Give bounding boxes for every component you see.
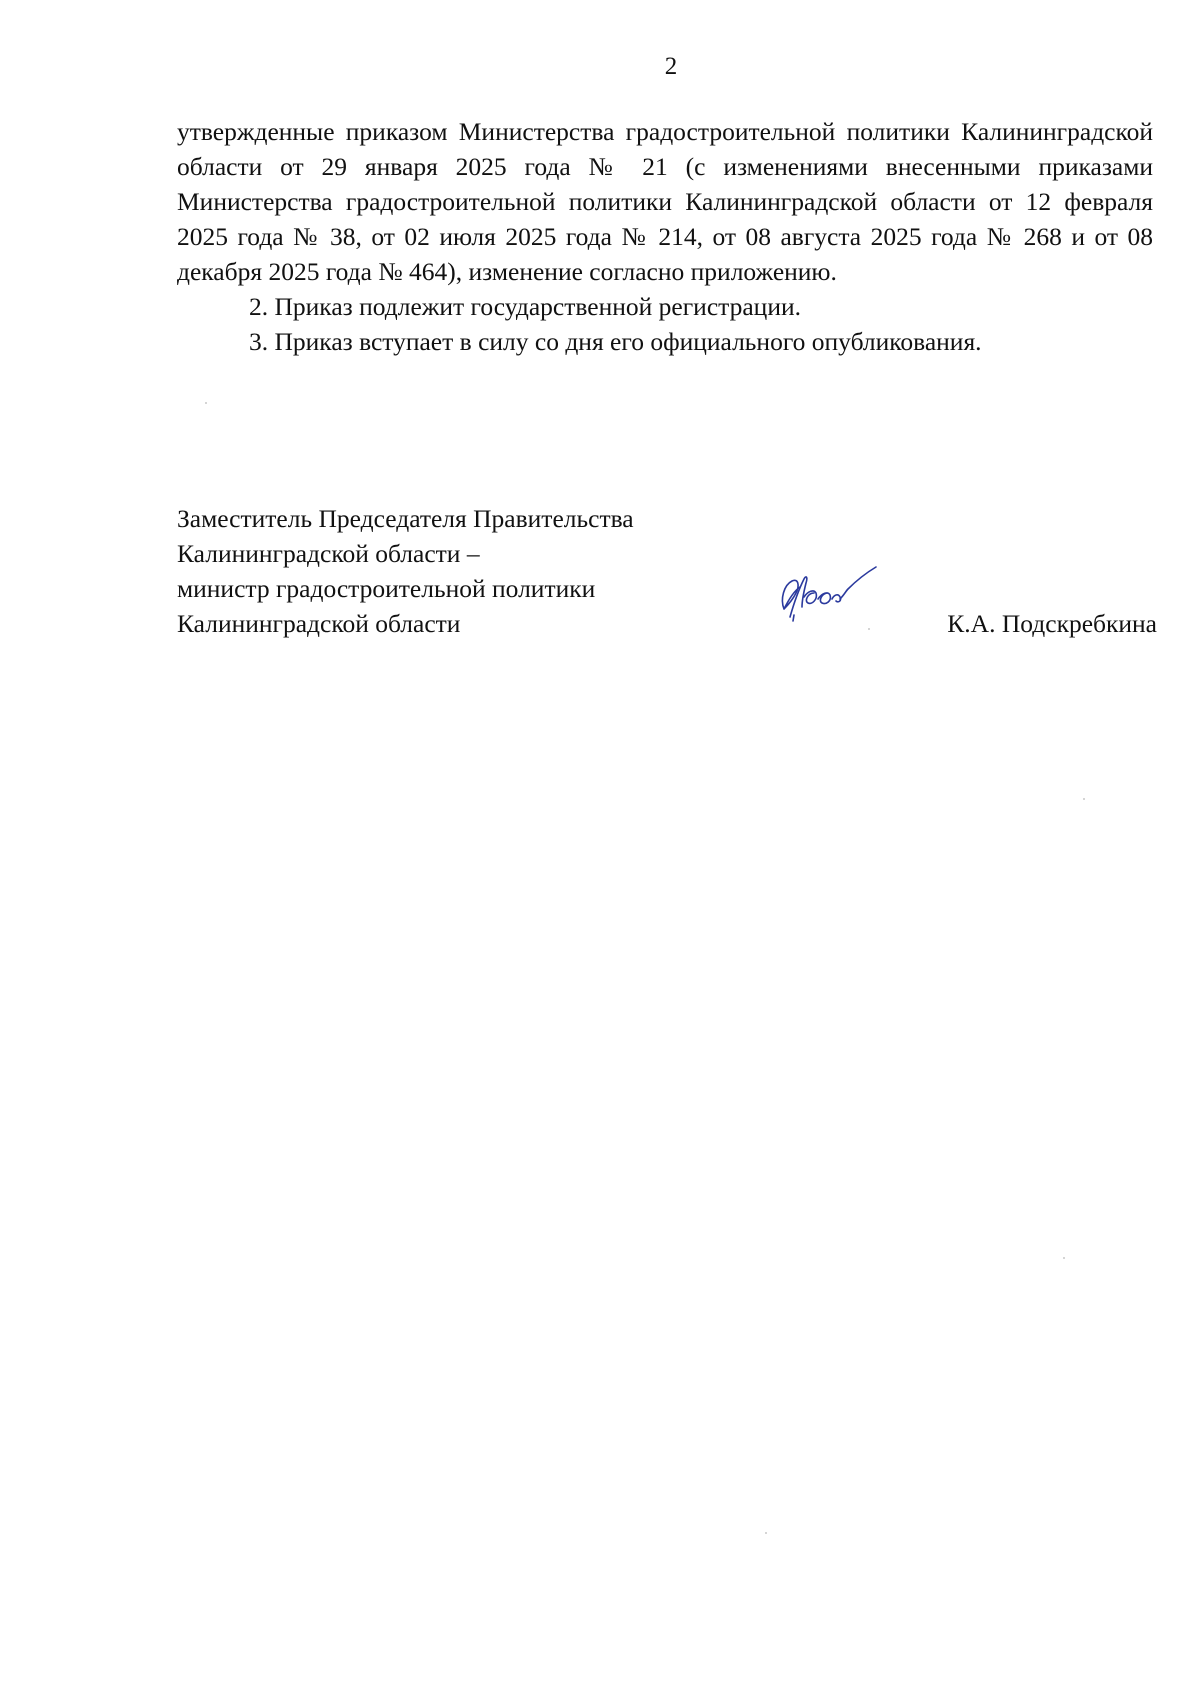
paragraph-item-3: 3. Приказ вступает в силу со дня его официального опубликования. (249, 327, 982, 356)
paragraph-continuation: утвержденные приказом Министерства градостроительной политики Калининградской области от 29 января 2025 года № 21 (с изменениями внесенными приказами Министерства градостроительной политики Калининградской области от 12 февраля 2025 года № 38, от 02 июля 2025 года № 214, от 08 августа 2025 года № 268 и от 08 декабря 2025 года № 464), изменение согласно приложению. (177, 117, 1153, 286)
signer-position-line-2: Калининградской области – (177, 539, 480, 568)
scan-speck (868, 628, 870, 630)
signer-position-line-1: Заместитель Председателя Правительства (177, 504, 634, 533)
signature-block (177, 501, 1157, 641)
signer-name: К.А. Подскребкина (947, 609, 1157, 638)
page-number: 2 (664, 53, 678, 80)
scan-speck (765, 1532, 767, 1534)
paragraph-item-2: 2. Приказ подлежит государственной регистрации. (249, 292, 801, 321)
document-body (177, 114, 1153, 359)
scan-speck (205, 402, 207, 404)
scan-speck (1083, 798, 1085, 800)
signer-position-line-3: министр градостроительной политики (177, 574, 596, 603)
scan-speck (1063, 1257, 1065, 1259)
handwritten-signature (770, 551, 880, 629)
signer-position-line-4: Калининградской области (177, 609, 461, 638)
